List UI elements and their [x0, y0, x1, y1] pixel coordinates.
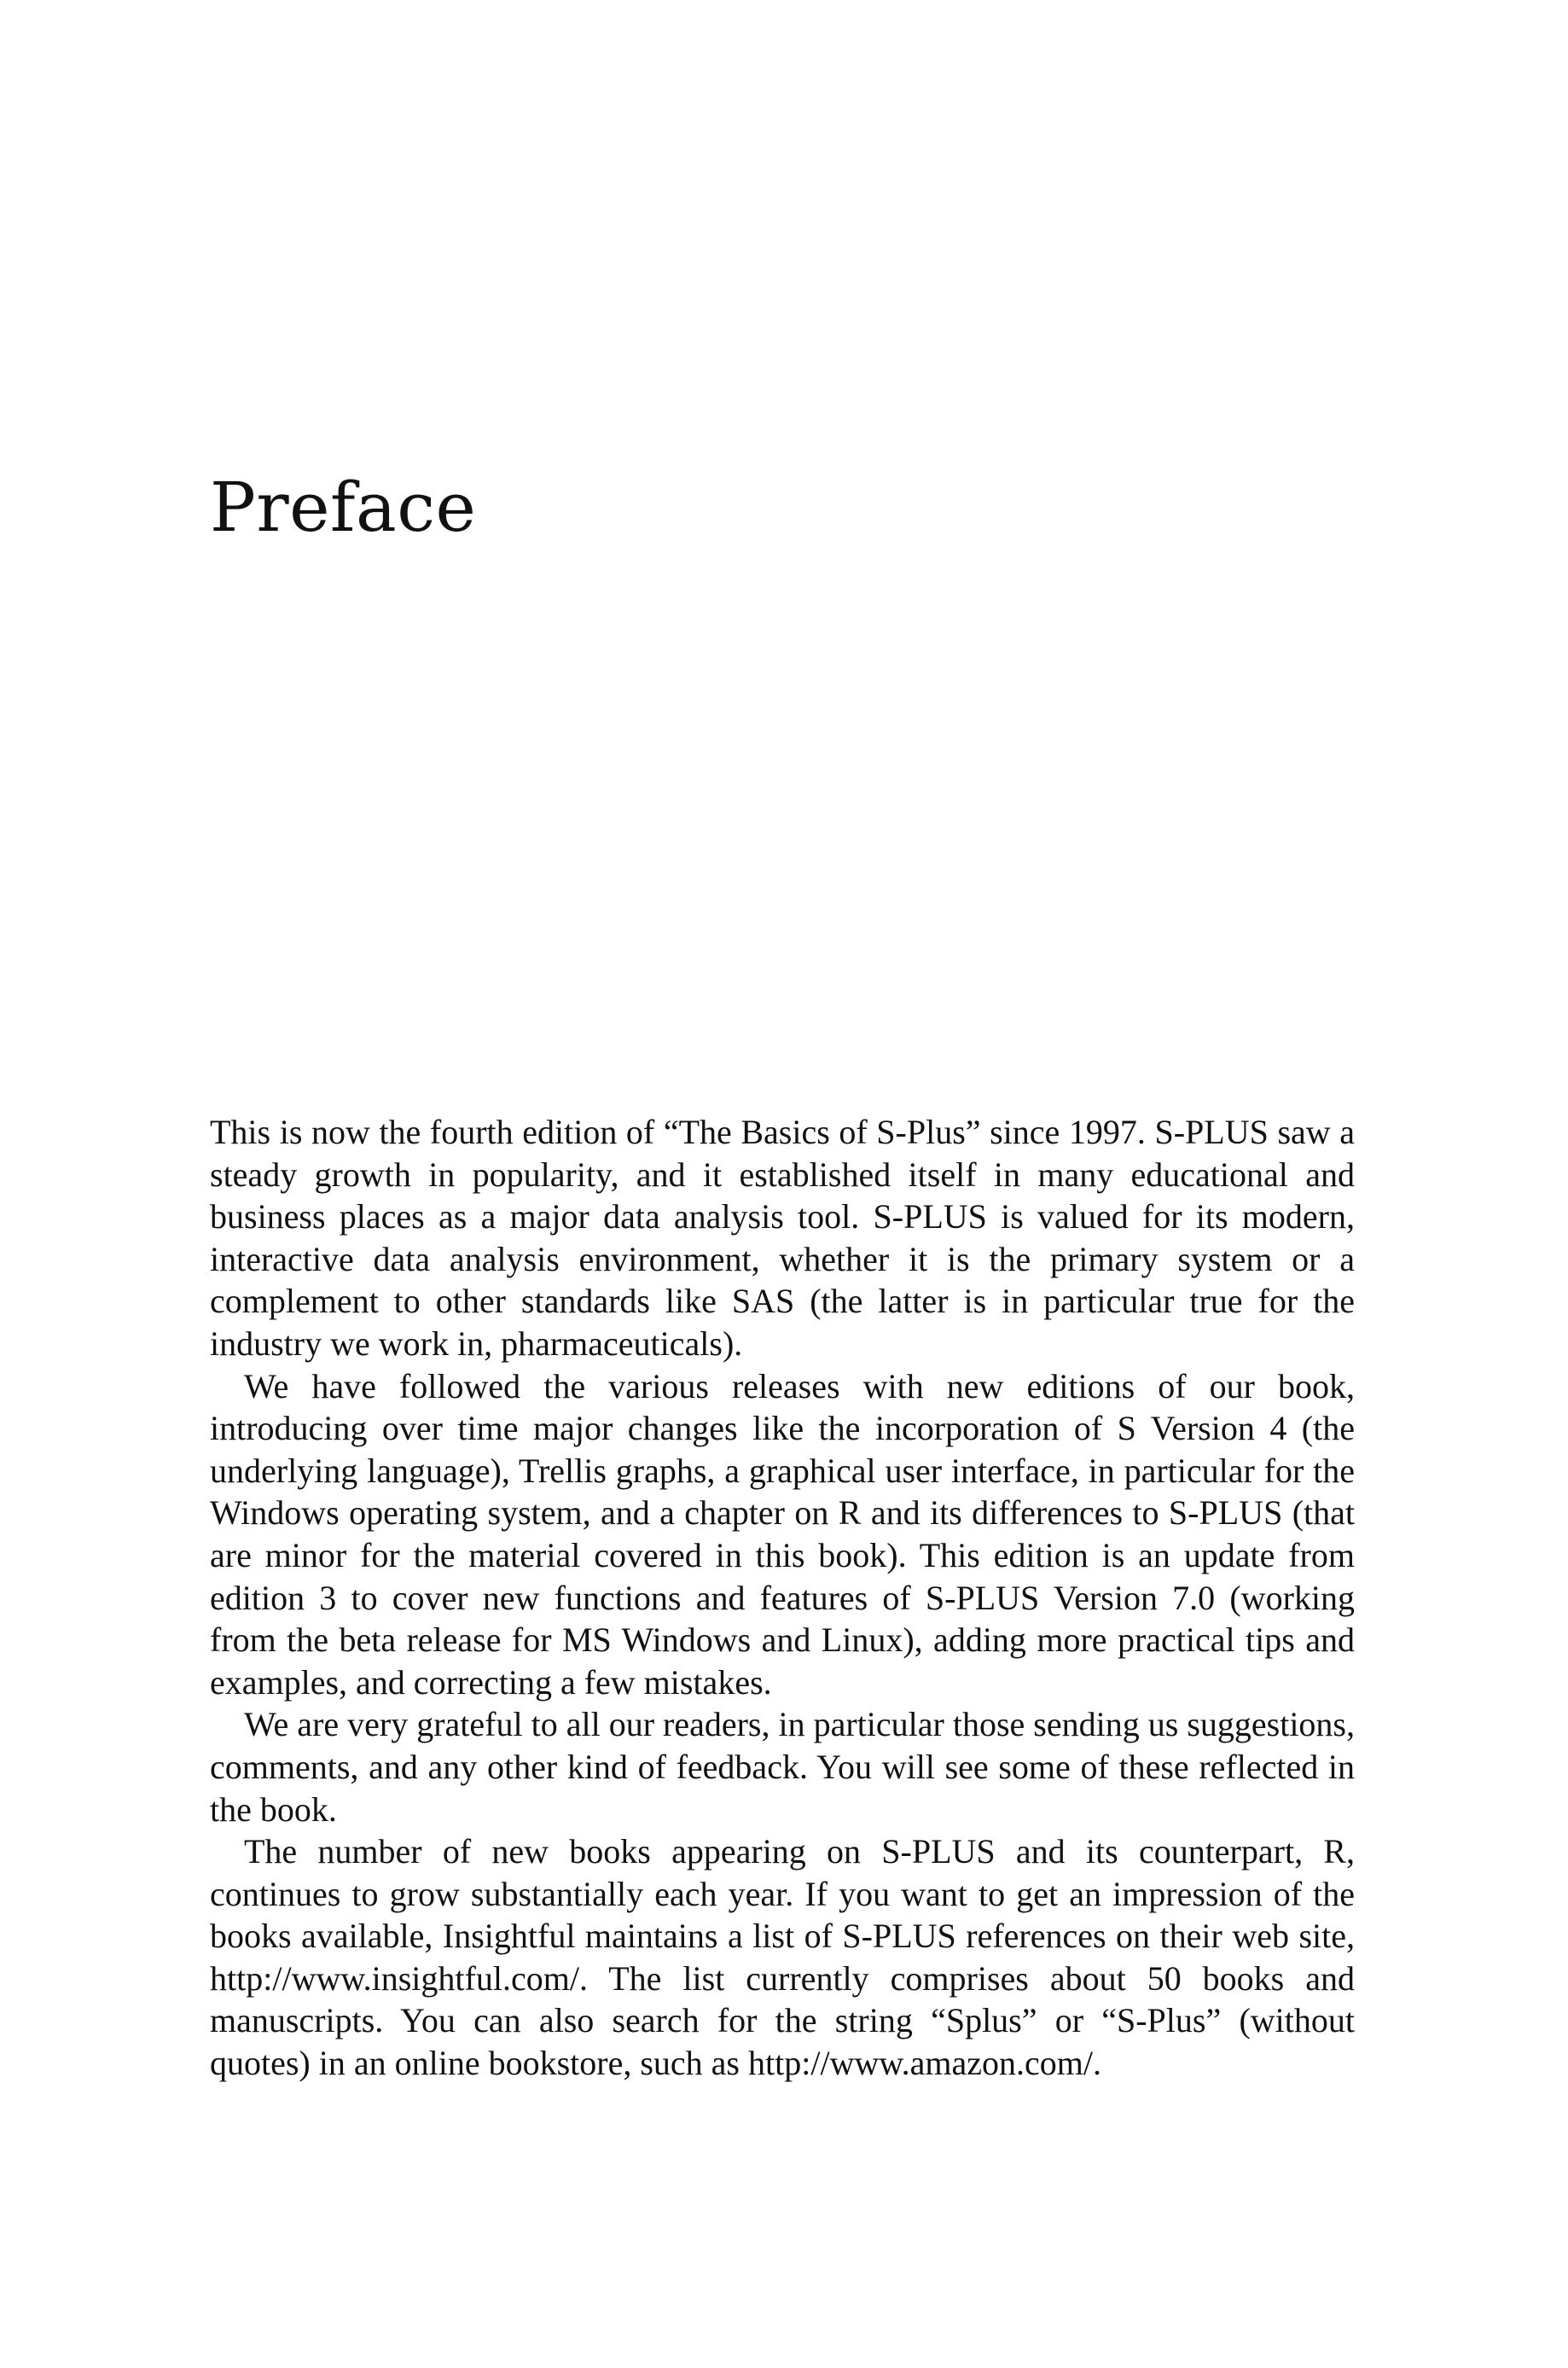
preface-body	[210, 1111, 1355, 2085]
paragraph-editions: We have followed the various releases with new editions of our book, introducing over time major changes like the incorporation of S Version 4 (the underlying language), Trellis graphs, a graphical user interface, in particular for the Windows operating system, and a chapter on R and its differences to S-PLUS (that are minor for the material covered in this book). This edition is an update from edition 3 to cover new functions and features of S-PLUS Version 7.0 (working from the beta release for MS Windows and Linux), adding more practical tips and examples, and correcting a few mistakes.	[210, 1366, 1355, 1702]
paragraph-references: The number of new books appearing on S-PLUS and its counterpart, R, continues to grow substantially each year. If you want to get an impression of the books available, Insightful maintains a list of S-PLUS references on their web site, http://www.insightful.com/. The list currently comprises about 50 books and manuscripts. You can also search for the string “Splus” or “S-Plus” (without quotes) in an online bookstore, such as http://www.amazon.com/.	[210, 1832, 1355, 2083]
paragraph-thanks: We are very grateful to all our readers, in particular those sending us suggestions, comments, and any other kind of feedback. You will see some of these reflected in the book.	[210, 1705, 1355, 1829]
chapter-title: Preface	[210, 468, 477, 547]
paragraph-intro: This is now the fourth edition of “The Basics of S-Plus” since 1997. S-PLUS saw a steady growth in popularity, and it established itself in many educational and business places as a major data analysis tool. S-PLUS is valued for its modern, interactive data analysis environment, whether it is the primary system or a complement to other standards like SAS (the latter is in particular true for the industry we work in, pharmaceuticals).	[210, 1113, 1355, 1363]
